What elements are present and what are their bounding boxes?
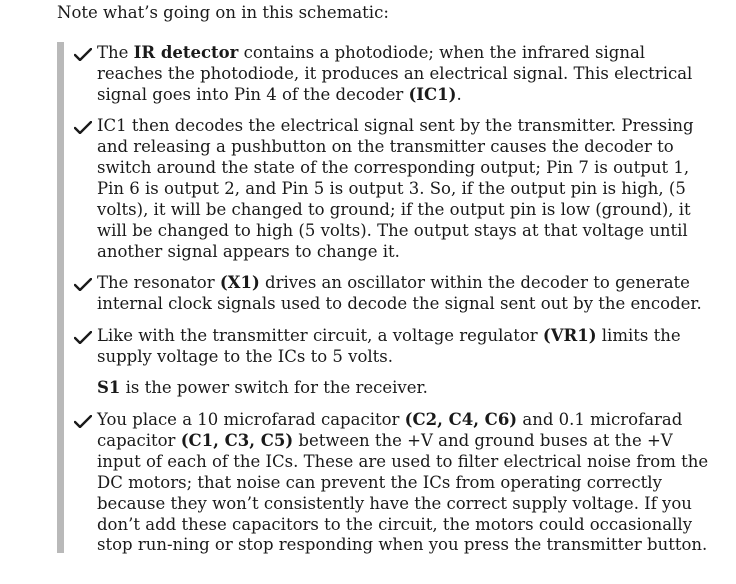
bold-term: (X1) [219,273,260,293]
text-run: between the +V and ground buses at the +V input of each of the ICs. These are used to filter electrical noise from the DC motors; that noise can prevent the ICs from operating correctly because they won’t consistently have the correct supply voltage. If you don’t add these capacitors to the circuit, the motors could occasionally stop run-ning or stop responding when you press the transmitter button. [97,430,709,555]
list-item [74,273,714,315]
item-text [97,326,714,368]
bold-term: IR detector [133,43,239,62]
item-text [97,273,714,315]
list-item [74,43,714,106]
sub-paragraph [97,378,714,399]
bold-term: (VR1) [542,325,597,345]
text-run: and 0.1 microfarad capacitor [97,409,683,450]
text-run: Like with the transmitter circuit, a voltage regulator [97,325,543,345]
text-run: drives an oscillator within the decoder to generate internal clock signals used to decode the signal sent out by the encoder. [97,273,702,314]
list-item [74,116,714,262]
sidebar-bar [57,42,64,553]
bold-term: (C2, C4, C6) [404,409,518,429]
item-text [97,410,714,556]
list-item [74,410,714,556]
text-run: IC1 then decodes the electrical signal sent by the transmitter. Pressing and releasing a pushbutton on the transmitter causes the decoder to switch around the state of the corresponding output; Pin 7 is output 1, Pin 6 is output 2, and Pin 5 is output 3. So, if the output pin is high, (5 volts), it will be changed to ground; if the output pin is low (ground), it will be changed to high (5 volts). The output stays at that voltage until another signal appears to change it. [97,116,694,261]
item-text [97,116,714,262]
list-item [74,326,714,400]
bold-term: (C1, C3, C5) [180,430,294,450]
bullet-list [74,43,714,567]
check-icon [74,121,92,134]
bold-term: (IC1) [408,84,457,104]
text-run: . [456,84,462,104]
intro-text: Note what’s going on in this schematic: [57,3,389,22]
text-run: You place a 10 microfarad capacitor [97,409,405,429]
text-run: contains a photodiode; when the infrared signal reaches the photodiode, it produces an electrical signal. This electrical signal goes into Pin 4 of the decoder [97,43,693,104]
text-run: limits the supply voltage to the ICs to 5 volts. [97,325,681,366]
check-icon [74,48,92,61]
text-run: The resonator [97,273,220,293]
bold-term: S1 [97,378,121,398]
check-icon [74,331,92,344]
item-text [97,43,714,106]
text-run: is the power switch for the receiver. [120,378,428,398]
check-icon [74,415,92,428]
text-run: The [97,43,134,62]
check-icon [74,278,92,291]
